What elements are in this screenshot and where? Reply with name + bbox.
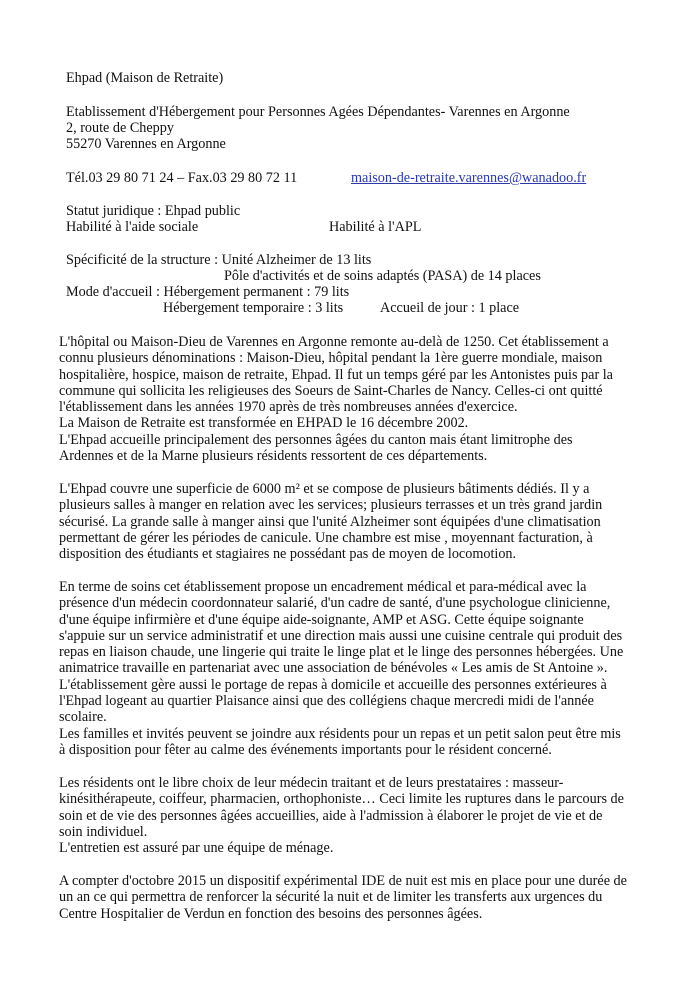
text-line: soin individuel. [59,823,148,840]
statut-juridique: Statut juridique : Ehpad public [66,203,241,219]
text-line: A compter d'octobre 2015 un dispositif expérimental IDE de nuit est mis en place pour une durée de [59,873,627,889]
text-line: L'Ehpad accueille principalement des personnes âgées du canton mais étant limitrophe des [59,431,573,448]
text-line: l'Ehpad logeant au quartier Plaisance ainsi que des collégiens chaque mercredi midi de l'année [59,693,594,710]
address-street: 2, route de Cheppy [66,120,174,136]
text-line: connu plusieurs dénominations : Maison-Dieu, hôpital pendant la 1ère guerre mondiale, maison [59,350,603,367]
specificite-structure: Spécificité de la structure : Unité Alzheimer de 13 lits [66,252,372,268]
text-line: commune qui sollicita les religieuses des Soeurs de Saint-Charles de Nancy. Celles-ci ont quitté [59,382,603,399]
text-line: l'établissement dans les années 1970 après de très nombreuses années d'exercice. [59,399,518,416]
text-line: repas en liaison chaude, une lingerie qui traite le linge plat et le linge des personnes hébergées. Une [59,644,624,661]
text-line: kinésithérapeute, coiffeur, pharmacien, orthophoniste… Ceci limite les ruptures dans le parcours de [59,791,624,808]
text-line: plusieurs salles à manger en relation avec les services; plusieurs terrasses et un très grand jardin [59,497,603,514]
text-line: La Maison de Retraite est transformée en EHPAD le 16 décembre 2002. [59,415,469,432]
text-line: d'une équipe infirmière et d'une équipe aide-soignante, AMP et ASG. Cette équipe soignante [59,611,584,628]
text-line: présence d'un médecin coordonnateur salarié, d'un cadre de santé, d'une psychologue clinicienne, [59,595,611,612]
text-line: Les résidents ont le libre choix de leur médecin traitant et de leurs prestataires : masseur- [59,775,564,791]
habilite-aide-sociale: Habilité à l'aide sociale [66,219,199,235]
text-line: L'Ehpad couvre une superficie de 6000 m² et se compose de plusieurs bâtiments dédiés. Il y a [59,481,590,497]
address-city: 55270 Varennes en Argonne [66,136,226,152]
text-line: Centre Hospitalier de Verdun en fonction des besoins des personnes âgées. [59,905,483,922]
organization-name: Etablissement d'Hébergement pour Personnes Agées Dépendantes- Varennes en Argonne [66,104,570,120]
text-line: scolaire. [59,709,107,726]
text-line: L'entretien est assuré par une équipe de ménage. [59,840,334,857]
text-line: L'hôpital ou Maison-Dieu de Varennes en Argonne remonte au-delà de 1250. Cet établissement a [59,334,609,350]
text-line: permettant de gérer les périodes de canicule. Une chambre est mise , moyennant facturation, à [59,529,593,546]
paragraph-facilities [59,481,602,562]
phone-fax: Tél.03 29 80 71 24 – Fax.03 29 80 72 11 [66,170,298,186]
text-line: Ardennes et de la Marne plusieurs résidents ressortent de ces départements. [59,448,488,465]
text-line: En terme de soins cet établissement propose un encadrement médical et para-médical avec la [59,579,587,595]
text-line: soin et de vie des personnes âgées accueillies, aide à l'admission à élaborer le projet de vie et de [59,807,603,824]
text-line: sécurisé. La grande salle à manger ainsi que l'unité Alzheimer sont équipées d'une climatisation [59,513,601,530]
habilite-apl: Habilité à l'APL [329,219,422,235]
email-link[interactable]: maison-de-retraite.varennes@wanadoo.fr [351,170,587,186]
pasa-line: Pôle d'activités et de soins adaptés (PASA) de 14 places [224,268,541,284]
text-line: animatrice travaille en partenariat avec une association de bénévoles « Les amis de St Antoine ». [59,660,608,677]
text-line: L'établissement gère aussi le portage de repas à domicile et accueille des personnes extérieures à [59,676,607,693]
paragraph-ide-night [59,873,627,922]
mode-accueil: Mode d'accueil : Hébergement permanent : 79 lits [66,284,350,300]
text-line: à disposition pour fêter au calme des événements importants pour le résident concerné. [59,741,552,758]
text-line: un an ce qui permettra de renforcer la sécurité la nuit et de limiter les transferts aux urgences du [59,889,603,906]
hebergement-temporaire: Hébergement temporaire : 3 lits [163,300,344,316]
text-line: disposition des étudiants et stagiaires ne possédant pas de moyen de locomotion. [59,546,517,563]
accueil-de-jour: Accueil de jour : 1 place [380,300,520,316]
paragraph-history [59,334,613,464]
paragraph-care [59,579,623,758]
text-line: Les familles et invités peuvent se joindre aux résidents pour un repas et un petit salon peut être mis [59,725,621,742]
text-line: s'appuie sur un service administratif et une direction mais aussi une cuisine centrale qui produit des [59,627,623,644]
document-title: Ehpad (Maison de Retraite) [66,70,224,86]
text-line: hospitalière, hospice, maison de retraite, Ehpad. Il fut un temps géré par les Antonistes puis par la [59,366,613,383]
paragraph-residents [59,775,624,856]
